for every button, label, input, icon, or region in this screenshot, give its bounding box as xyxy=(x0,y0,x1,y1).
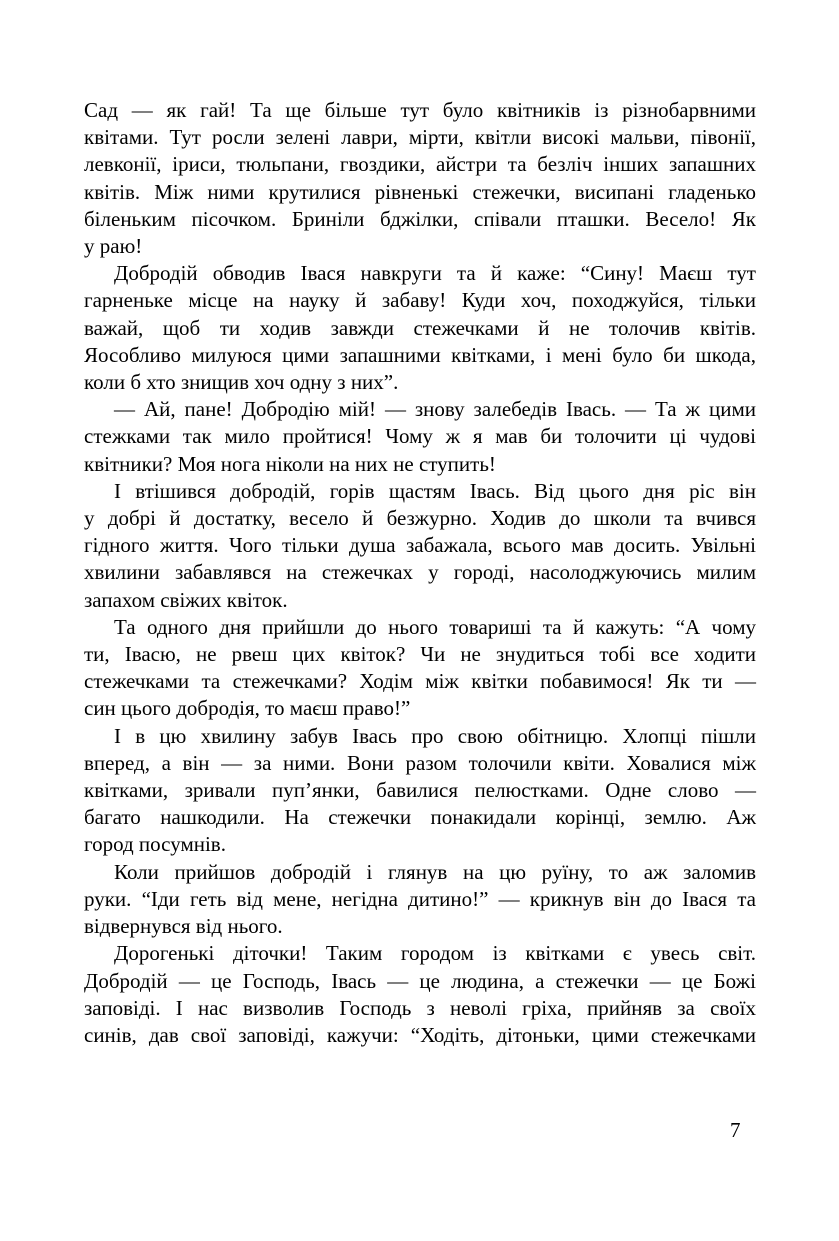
text-line: І втішився добродій, горів щастям Івась. Від цього дня ріс він xyxy=(114,478,756,503)
text-line: город посумнів. xyxy=(84,832,226,857)
text-line: стежечками та стежечками? Ходім між квітки побавимося! Як ти — xyxy=(84,669,756,694)
text-line: Дорогенькі діточки! Таким городом із квітками є увесь світ. xyxy=(114,941,756,966)
text-line: левконії, іриси, тюльпани, гвоздики, айстри та безліч інших запашних xyxy=(84,152,756,177)
text-line: хвилини забавлявся на стежечках у городі, насолоджуючись милим xyxy=(84,560,756,585)
text-line: багато нашкодили. На стежечки понакидали корінці, землю. Аж xyxy=(84,805,756,830)
text-line: запахом свіжих квіток. xyxy=(84,587,288,612)
text-line: гарненьке місце на науку й забаву! Куди хоч, походжуйся, тільки xyxy=(84,288,756,313)
text-line: стежками так мило пройтися! Чому ж я мав би толочити ці чудові xyxy=(84,424,756,449)
text-line: Сад — як гай! Та ще більше тут було квітників із різнобарвними xyxy=(84,98,756,122)
text-line: І в цю хвилину забув Івась про свою обітницю. Хлопці пішли xyxy=(114,723,756,748)
text-line: квітами. Тут росли зелені лаври, мірти, квітли високі мальви, півонії, xyxy=(84,125,756,150)
paragraph xyxy=(84,859,756,941)
text-line: вперед, а він — за ними. Вони разом толочили квіти. Ховалися між xyxy=(84,750,756,775)
text-line: гідного життя. Чого тільки душа забажала, всього мав досить. Увільні xyxy=(84,533,756,558)
paragraph xyxy=(84,260,756,396)
text-line: синів, дав свої заповіді, кажучи: “Ходіть, дітоньки, цими стежечками xyxy=(84,1022,756,1047)
text-line: коли б хто знищив хоч одну з них”. xyxy=(84,370,399,395)
text-line: відвернувся від нього. xyxy=(84,914,283,939)
paragraph xyxy=(84,478,756,614)
text-line: руки. “Іди геть від мене, негідна дитино!” — крикнув він до Івася та xyxy=(84,886,756,911)
text-line: син цього добродія, то маєш право!” xyxy=(84,696,411,721)
body-text xyxy=(84,97,756,1049)
paragraph xyxy=(84,97,756,260)
page-number: 7 xyxy=(730,1118,741,1142)
text-line: заповіді. І нас визволив Господь з неволі гріха, прийняв за своїх xyxy=(84,995,756,1020)
text-line: важай, щоб ти ходив завжди стежечками й не толочив квітів. xyxy=(84,315,756,340)
text-line: у раю! xyxy=(84,234,143,259)
text-line: квітники? Моя нога ніколи на них не ступить! xyxy=(84,451,496,476)
paragraph xyxy=(84,723,756,859)
text-line: Та одного дня прийшли до нього товариші та й кажуть: “А чому xyxy=(114,614,756,639)
text-line: ти, Івасю, не рвеш цих квіток? Чи не знудиться тобі все ходити xyxy=(84,642,756,667)
text-line: Добродій — це Господь, Івась — це людина, а стежечки — це Божі xyxy=(84,968,756,993)
text-line: квітів. Між ними крутилися рівненькі стежечки, висипані гладенько xyxy=(84,179,756,204)
text-line: квітками, зривали пуп’янки, бавилися пелюстками. Одне слово — xyxy=(84,778,756,803)
text-line: Коли прийшов добродій і глянув на цю руїну, то аж заломив xyxy=(114,859,756,884)
paragraph xyxy=(84,396,756,478)
text-line: у добрі й достатку, весело й безжурно. Ходив до школи та вчився xyxy=(84,506,756,531)
text-line: Добродій обводив Івася навкруги та й каже: “Сину! Маєш тут xyxy=(114,261,756,286)
text-line: — Ай, пане! Добродію мій! — знову залебедів Івась. — Та ж цими xyxy=(114,397,756,422)
paragraph xyxy=(84,614,756,723)
text-line: біленьким пісочком. Бриніли бджілки, співали пташки. Весело! Як xyxy=(84,206,756,231)
text-line: Яособливо милуюся цими запашними квітками, і мені було би шкода, xyxy=(84,342,756,367)
paragraph xyxy=(84,940,756,1049)
